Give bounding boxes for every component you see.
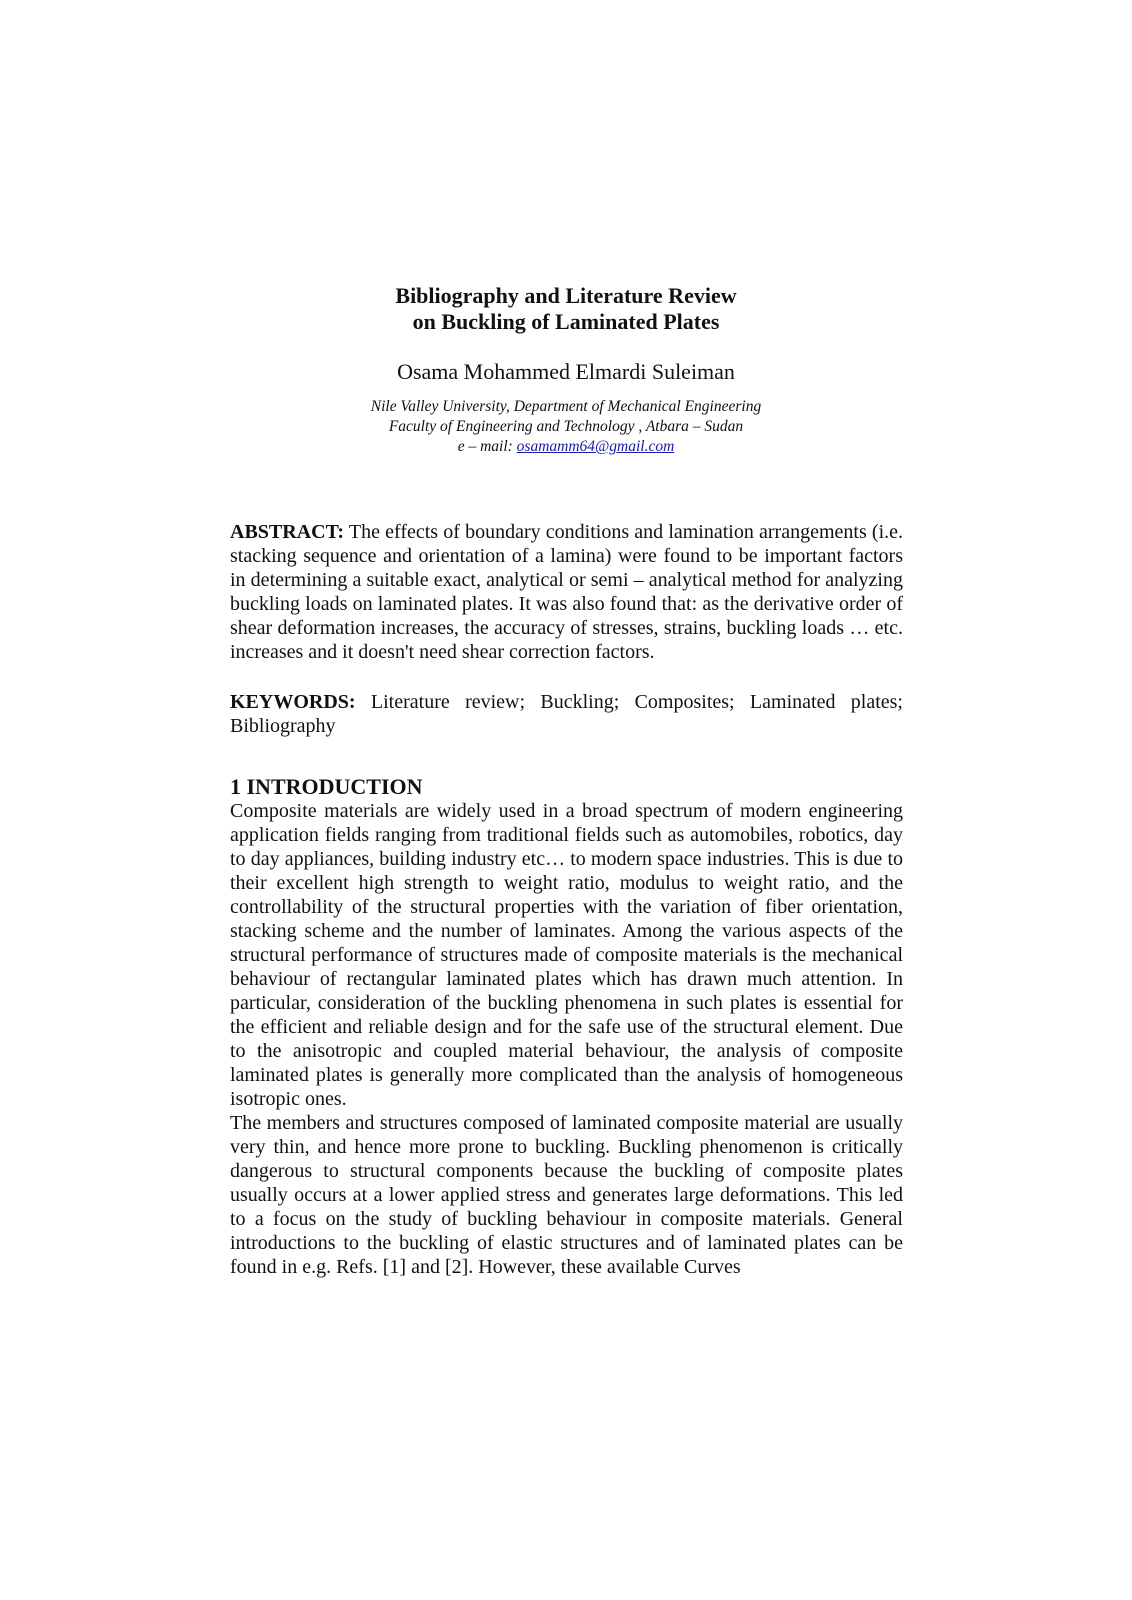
- email-line: [0, 437, 1132, 457]
- paper-title: [0, 283, 1132, 335]
- author-name: Osama Mohammed Elmardi Suleiman: [397, 359, 735, 384]
- affiliation-line-1: Nile Valley University, Department of Mechanical Engineering: [370, 398, 762, 415]
- introduction-paragraph-1: Composite materials are widely used in a broad spectrum of modern engineering application fields ranging from traditional fields such as automobiles, robotics, day to day appliances, building industry etc… to modern space industries. This is due to their excellent high strength to weight ratio, modulus to weight ratio, and the controllability of the structural properties with the variation of fiber orientation, stacking scheme and the number of laminates. Among the various aspects of the structural performance of structures made of composite materials is the mechanical behaviour of rectangular laminated plates which has drawn much attention. In particular, consideration of the buckling phenomena in such plates is essential for the efficient and reliable design and for the safe use of the structural element. Due to the anisotropic and coupled material behaviour, the analysis of composite laminated plates is generally more complicated than the analysis of homogeneous isotropic ones.: [230, 800, 903, 1110]
- affiliation-line-2: Faculty of Engineering and Technology , Atbara – Sudan: [388, 418, 744, 435]
- abstract: [230, 520, 903, 664]
- keywords-text: Literature review; Buckling; Composites; Laminated plates; Bibliography: [230, 691, 903, 737]
- affiliation-block: [0, 397, 1132, 457]
- keywords-label: KEYWORDS:: [230, 691, 356, 713]
- section-heading-introduction: 1 INTRODUCTION: [230, 774, 423, 799]
- title-line-2: on Buckling of Laminated Plates: [412, 309, 720, 334]
- email-link[interactable]: osamamm64@gmail.com: [516, 438, 675, 455]
- email-label: e – mail:: [457, 438, 517, 455]
- abstract-label: ABSTRACT:: [230, 521, 345, 543]
- abstract-text: The effects of boundary conditions and lamination arrangements (i.e. stacking sequence and orientation of a lamina) were found to be important factors in determining a suitable exact, analytical or semi – analytical method for analyzing buckling loads on laminated plates. It was also found that: as the derivative order of shear deformation increases, the accuracy of stresses, strains, buckling loads … etc. increases and it doesn't need shear correction factors.: [230, 521, 903, 663]
- keywords: [230, 690, 903, 738]
- introduction-paragraph-2: The members and structures composed of laminated composite material are usually very thin, and hence more prone to buckling. Buckling phenomenon is critically dangerous to structural components because the buckling of composite plates usually occurs at a lower applied stress and generates large deformations. This led to a focus on the study of buckling behaviour in composite materials. General introductions to the buckling of elastic structures and of laminated plates can be found in e.g. Refs. [1] and [2]. However, these available Curves: [230, 1112, 903, 1278]
- title-line-1: Bibliography and Literature Review: [395, 283, 737, 308]
- introduction-body: [230, 799, 903, 1279]
